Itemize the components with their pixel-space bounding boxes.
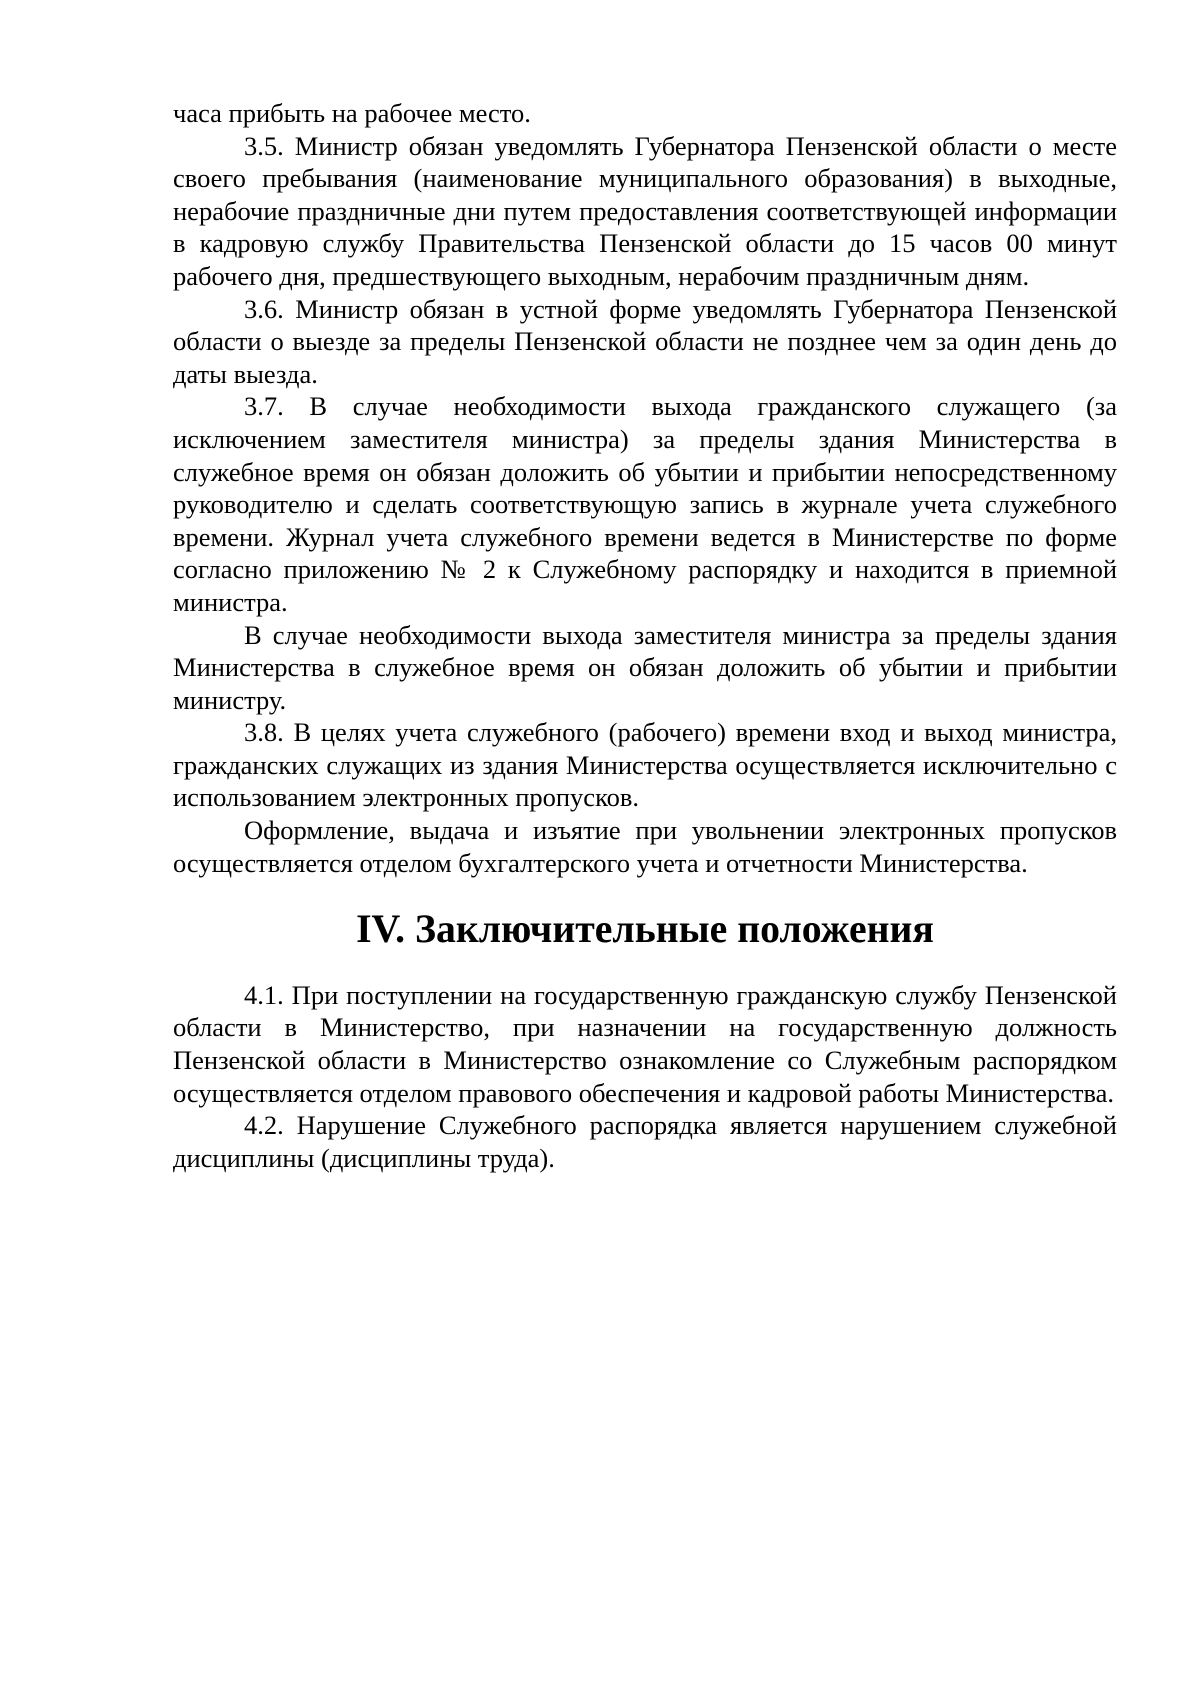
paragraph-3-7: 3.7. В случае необходимости выхода гражданского служащего (за исключением заместителя министра) за пределы здания Министерства в служебное время он обязан доложить об убытии и прибытии непосредственному руководителю и сделать соответствующую запись в журнале учета служебного времени. Журнал учета служебного времени ведется в Министерстве по форме согласно приложению № 2 к Служебному распорядку и находится в приемной министра.	[173, 391, 1117, 617]
section-heading-final-provisions: IV. Заключительные положения	[356, 907, 934, 952]
paragraph-3-6: 3.6. Министр обязан в устной форме уведомлять Губернатора Пензенской области о выезде за пределы Пензенской области не позднее чем за один день до даты выезда.	[173, 293, 1117, 389]
paragraph-3-8: 3.8. В целях учета служебного (рабочего) времени вход и выход министра, гражданских служащих из здания Министерства осуществляется исключительно с использованием электронных пропусков.	[173, 717, 1117, 813]
paragraph-continuation: часа прибыть на рабочее место.	[173, 98, 531, 128]
paragraph-3-5: 3.5. Министр обязан уведомлять Губернатора Пензенской области о месте своего пребывания (наименование муниципального образования) в выходные, нерабочие праздничные дни путем предоставления соответствующей информации в кадровую службу Правительства Пензенской области до 15 часов 00 минут рабочего дня, предшествующего выходным, нерабочим праздничным дням.	[173, 130, 1117, 291]
paragraph-4-2: 4.2. Нарушение Служебного распорядка является нарушением служебной дисциплины (дисциплины труда).	[173, 1110, 1117, 1173]
paragraph-3-8-passes: Оформление, выдача и изъятие при увольнении электронных пропусков осуществляется отделом бухгалтерского учета и отчетности Министерства.	[173, 815, 1117, 878]
document-body	[173, 97, 1117, 1174]
paragraph-3-7-deputy: В случае необходимости выхода заместителя министра за пределы здания Министерства в служебное время он обязан доложить об убытии и прибытии министру.	[173, 619, 1117, 715]
paragraph-4-1: 4.1. При поступлении на государственную гражданскую службу Пензенской области в Министерство, при назначении на государственную должность Пензенской области в Министерство ознакомление со Служебным распорядком осуществляется отделом правового обеспечения и кадровой работы Министерства.	[173, 979, 1117, 1108]
